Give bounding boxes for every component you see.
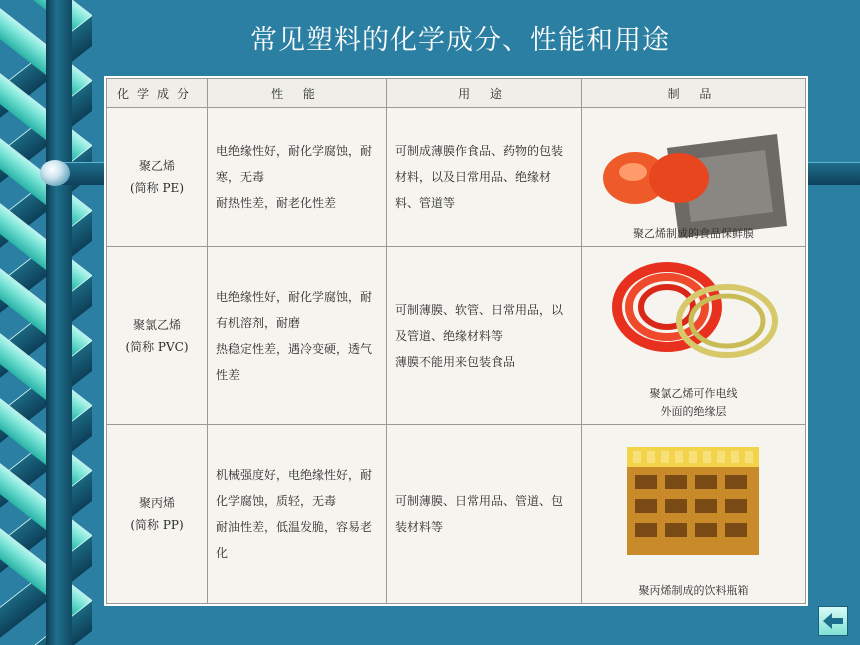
header-uses: 用 途 xyxy=(387,79,582,108)
pvc-wire-photo xyxy=(582,255,805,381)
property-text: 电绝缘性好，耐化学腐蚀，耐寒，无毒 xyxy=(216,143,373,184)
product-caption: 外面的绝缘层 xyxy=(660,405,727,419)
use-text: 薄膜不能用来包装食品 xyxy=(395,354,516,369)
cell-uses xyxy=(387,108,582,247)
cell-properties xyxy=(208,425,387,604)
decorative-pole xyxy=(46,0,72,645)
use-text: 可制薄膜、软管、日常用品，以及管道、绝缘材料等 xyxy=(395,302,564,343)
slide-title: 常见塑料的化学成分、性能和用途 xyxy=(250,25,670,56)
cell-uses xyxy=(387,246,582,425)
property-text: 电绝缘性好，耐化学腐蚀，耐有机溶剂，耐磨 xyxy=(216,289,373,330)
plastic-name: 聚丙烯 xyxy=(138,496,175,511)
cell-product xyxy=(582,108,806,247)
header-products: 制 品 xyxy=(582,79,806,108)
plastic-name: 聚乙烯 xyxy=(138,158,175,173)
property-text: 热稳定性差，遇冷变硬，透气性差 xyxy=(216,341,373,382)
table-row-pe xyxy=(107,108,806,247)
header-composition: 化学成分 xyxy=(107,79,208,108)
decorative-knob xyxy=(40,160,70,186)
plastic-abbr: (简称 PP) xyxy=(130,518,184,533)
table-header-row xyxy=(107,79,806,108)
plastics-table-image xyxy=(104,76,808,606)
table-row-pp xyxy=(107,425,806,604)
use-text: 可制成薄膜作食品、药物的包装材料，以及日常用品、绝缘材料、管道等 xyxy=(395,143,564,210)
product-caption: 聚丙烯制成的饮料瓶箱 xyxy=(638,584,749,597)
cell-uses xyxy=(387,425,582,604)
back-button[interactable] xyxy=(818,606,848,636)
plastic-abbr: (简称 PE) xyxy=(129,180,184,195)
plastic-name: 聚氯乙烯 xyxy=(132,317,181,332)
product-caption: 聚氯乙烯可作电线 xyxy=(649,387,738,401)
arrow-left-icon xyxy=(819,607,847,635)
table-row-pvc xyxy=(107,246,806,425)
cell-name xyxy=(107,108,208,247)
cell-name xyxy=(107,246,208,425)
property-text: 耐热性差，耐老化性差 xyxy=(216,195,337,210)
property-text: 机械强度好，电绝缘性好，耐化学腐蚀，质轻，无毒 xyxy=(216,468,373,509)
pp-crate-photo xyxy=(582,433,805,579)
pe-film-photo xyxy=(582,116,805,222)
property-text: 耐油性差，低温发脆，容易老化 xyxy=(216,520,373,561)
use-text: 可制薄膜、日常用品、管道、包装材料等 xyxy=(395,494,564,535)
cell-properties xyxy=(208,108,387,247)
plastic-abbr: (简称 PVC) xyxy=(125,339,189,354)
plastics-table xyxy=(106,78,806,604)
cell-name xyxy=(107,425,208,604)
product-caption: 聚乙烯制成的食品保鲜膜 xyxy=(633,226,754,240)
header-properties: 性 能 xyxy=(208,79,387,108)
cell-product xyxy=(582,425,806,604)
cell-product xyxy=(582,246,806,425)
cell-properties xyxy=(208,246,387,425)
